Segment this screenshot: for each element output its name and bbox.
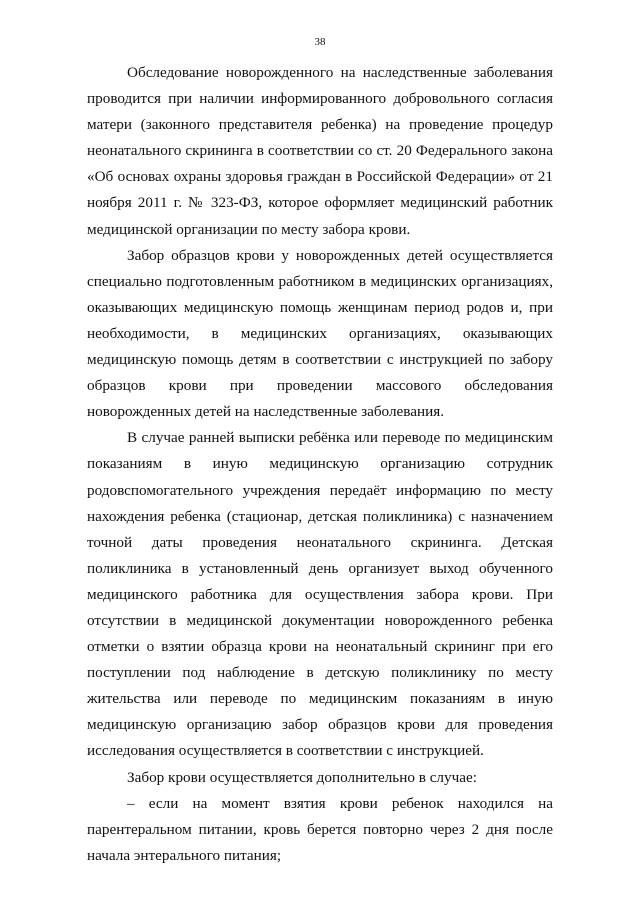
paragraph-additional-sampling: Забор крови осуществляется дополнительно в случае:	[127, 768, 477, 786]
paragraph-blood-sampling: Забор образцов крови у новорожденных детей осуществляется специально подготовленным работником в медицинских организациях, оказывающих медицинскую помощь женщинам период родов и, при необходимости, в медицинских организациях, оказывающих медицинскую помощь детям в соответствии с инструкцией по забору образцов крови при проведении массового обследования новорожденных детей на наследственные заболевания.	[87, 246, 553, 421]
list-item-parenteral-nutrition: – если на момент взятия крови ребенок находился на парентеральном питании, кровь берется повторно через 2 дня после начала энтерального питания;	[87, 794, 553, 864]
page-number: 38	[314, 36, 326, 48]
paragraph-screening-consent: Обследование новорожденного на наследственные заболевания проводится при наличии информированного добровольного согласия матери (законного представителя ребенка) на проведение процедур неонатального скрининга в соответствии со ст. 20 Федерального закона «Об основах охраны здоровья граждан в Российской Федерации» от 21 ноября 2011 г. № 323-ФЗ, которое оформляет медицинский работник медицинской организации по месту забора крови.	[87, 64, 553, 238]
document-body	[87, 60, 553, 869]
paragraph-early-discharge: В случае ранней выписки ребёнка или переводе по медицинским показаниям в иную медицинскую организацию сотрудник родовспомогательного учреждения передаёт информацию по месту нахождения ребенка (стационар, детская поликлиника) с назначением точной даты проведения неонатального скрининга. Детская поликлиника в установленный день организует выход обученного медицинского работника для осуществления забора крови. При отсутствии в медицинской документации новорожденного ребенка отметки о взятии образца крови на неонатальный скрининг при его поступлении под наблюдение в детскую поликлинику по месту жительства или переводе по медицинским показаниям в иную медицинскую организацию забор образцов крови для проведения исследования осуществляется в соответствии с инструкцией.	[87, 429, 553, 760]
